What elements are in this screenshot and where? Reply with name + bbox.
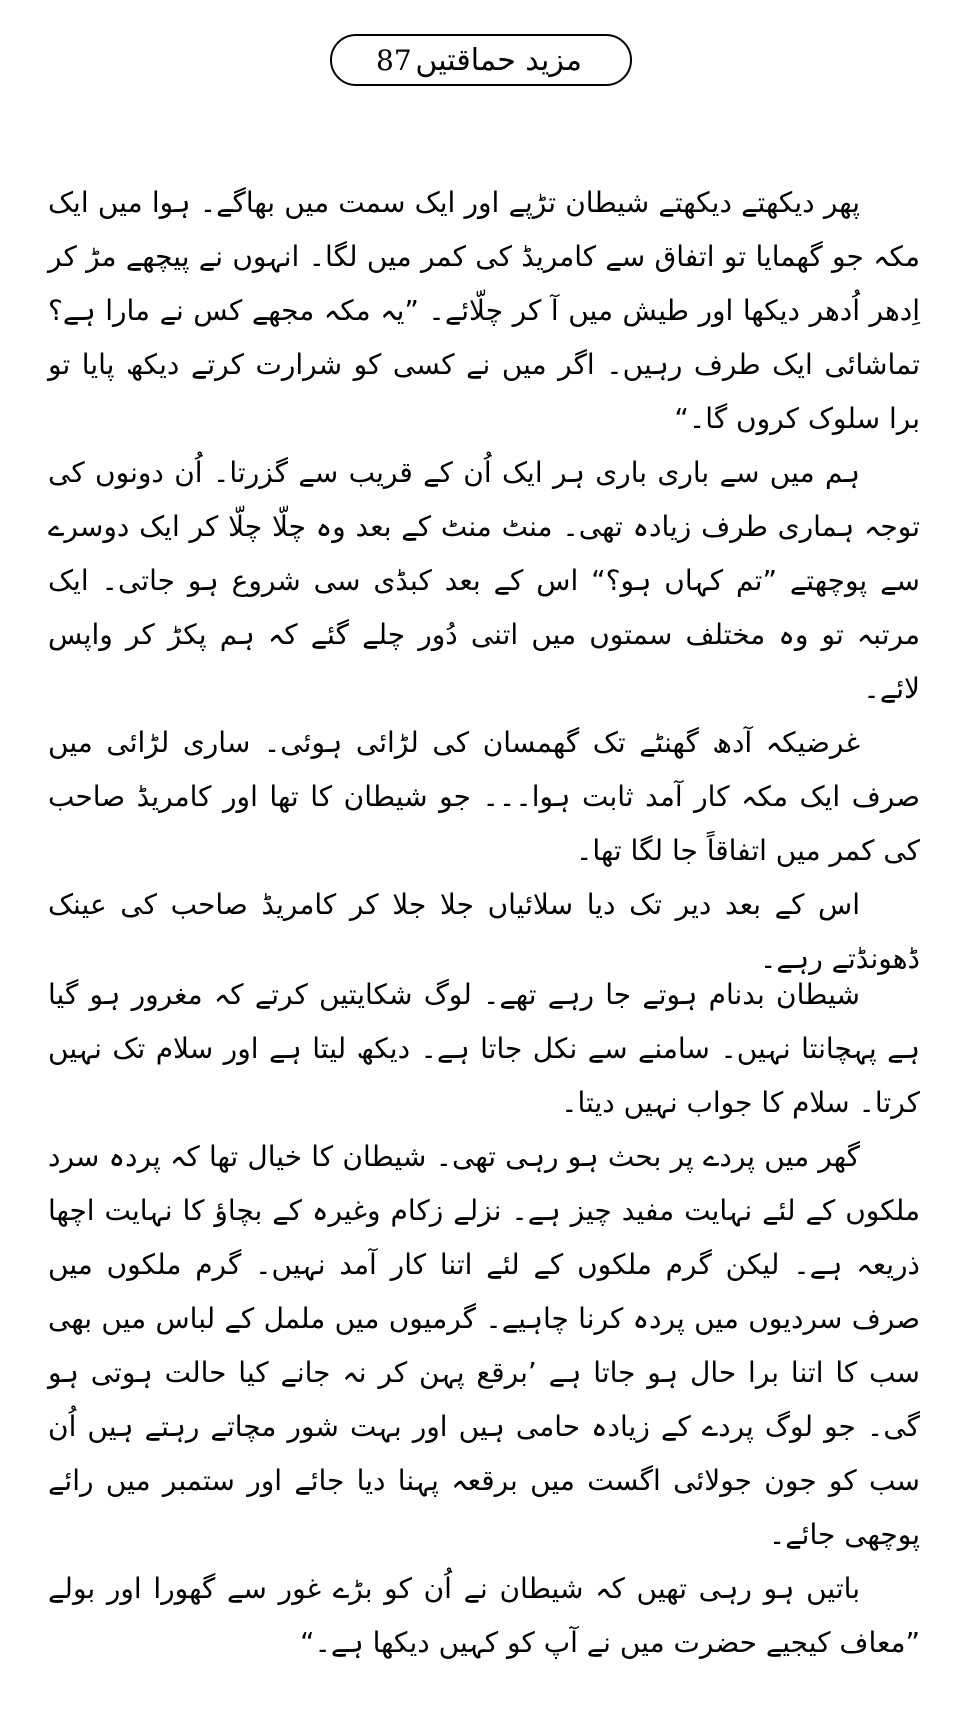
paragraph: شیطان بدنام ہوتے جا رہے تھے۔ لوگ شکایتیں کرتے کہ مغرور ہو گیا ہے پہچانتا نہیں۔ سامنے سے نکل جاتا ہے۔ دیکھ لیتا ہے اور سلام تک نہیں کرتا۔ سلام کا جواب نہیں دیتا۔ [48, 978, 920, 1119]
paragraph: گھر میں پردے پر بحث ہو رہی تھی۔ شیطان کا خیال تھا کہ پردہ سرد ملکوں کے لئے نہایت مفید چیز ہے۔ نزلے زکام وغیرہ کے بچاؤ کا نہایت اچھا ذریعہ ہے۔ لیکن گرم ملکوں کے لئے اتنا کار آمد نہیں۔ گرم ملکوں میں صرف سردیوں میں پردہ کرنا چاہیے۔ گرمیوں میں ململ کے لباس میں بھی سب کا اتنا برا حال ہو جاتا ہے ’برقع پہن کر نہ جانے کیا حالت ہوتی ہو گی۔ جو لوگ پردے کے زیادہ حامی ہیں اور بہت شور مچاتے رہتے ہیں اُن سب کو جون جولائی اگست میں برقعہ پہنا دیا جائے اور ستمبر میں رائے پوچھی جائے۔ [48, 1140, 920, 1551]
running-title: مزید حماقتیں [415, 42, 582, 78]
paragraph: غرضیکہ آدھ گھنٹے تک گھمسان کی لڑائی ہوئی۔ ساری لڑائی میں صرف ایک مکہ کار آمد ثابت ہوا۔۔۔ جو شیطان کا تھا اور کامریڈ صاحب کی کمر میں اتفاقاً جا لگا تھا۔ [48, 726, 920, 867]
page-number: 87 [376, 43, 412, 77]
paragraph: ہم میں سے باری باری ہر ایک اُن کے قریب سے گزرتا۔ اُن دونوں کی توجہ ہماری طرف زیادہ تھی۔ منٹ منٹ کے بعد وہ چلّا چلّا کر ایک دوسرے سے پوچھتے ”تم کہاں ہو؟“ اس کے بعد کبڈی سی شروع ہو جاتی۔ ایک مرتبہ تو وہ مختلف سمتوں میں اتنی دُور چلے گئے کہ ہم پکڑ کر واپس لائے۔ [48, 456, 920, 705]
text-section-2 [48, 968, 920, 1670]
paragraph: باتیں ہو رہی تھیں کہ شیطان نے اُن کو بڑے غور سے گھورا اور بولے ”معاف کیجیے حضرت میں نے آپ کو کہیں دیکھا ہے۔“ [48, 1572, 920, 1659]
paragraph: اس کے بعد دیر تک دیا سلائیاں جلا جلا کر کامریڈ صاحب کی عینک ڈھونڈتے رہے۔ [48, 888, 920, 975]
text-section-1 [48, 176, 920, 986]
paragraph: پھر دیکھتے دیکھتے شیطان تڑپے اور ایک سمت میں بھاگے۔ ہوا میں ایک مکہ جو گھمایا تو اتفاق سے کامریڈ کی کمر میں لگا۔ انہوں نے پیچھے مڑ کر اِدھر اُدھر دیکھا اور طیش میں آ کر چلّائے۔ ”یہ مکہ مجھے کس نے مارا ہے؟ تماشائی ایک طرف رہیں۔ اگر میں نے کسی کو شرارت کرتے دیکھ پایا تو برا سلوک کروں گا۔“ [48, 186, 920, 435]
page-header [330, 34, 632, 86]
